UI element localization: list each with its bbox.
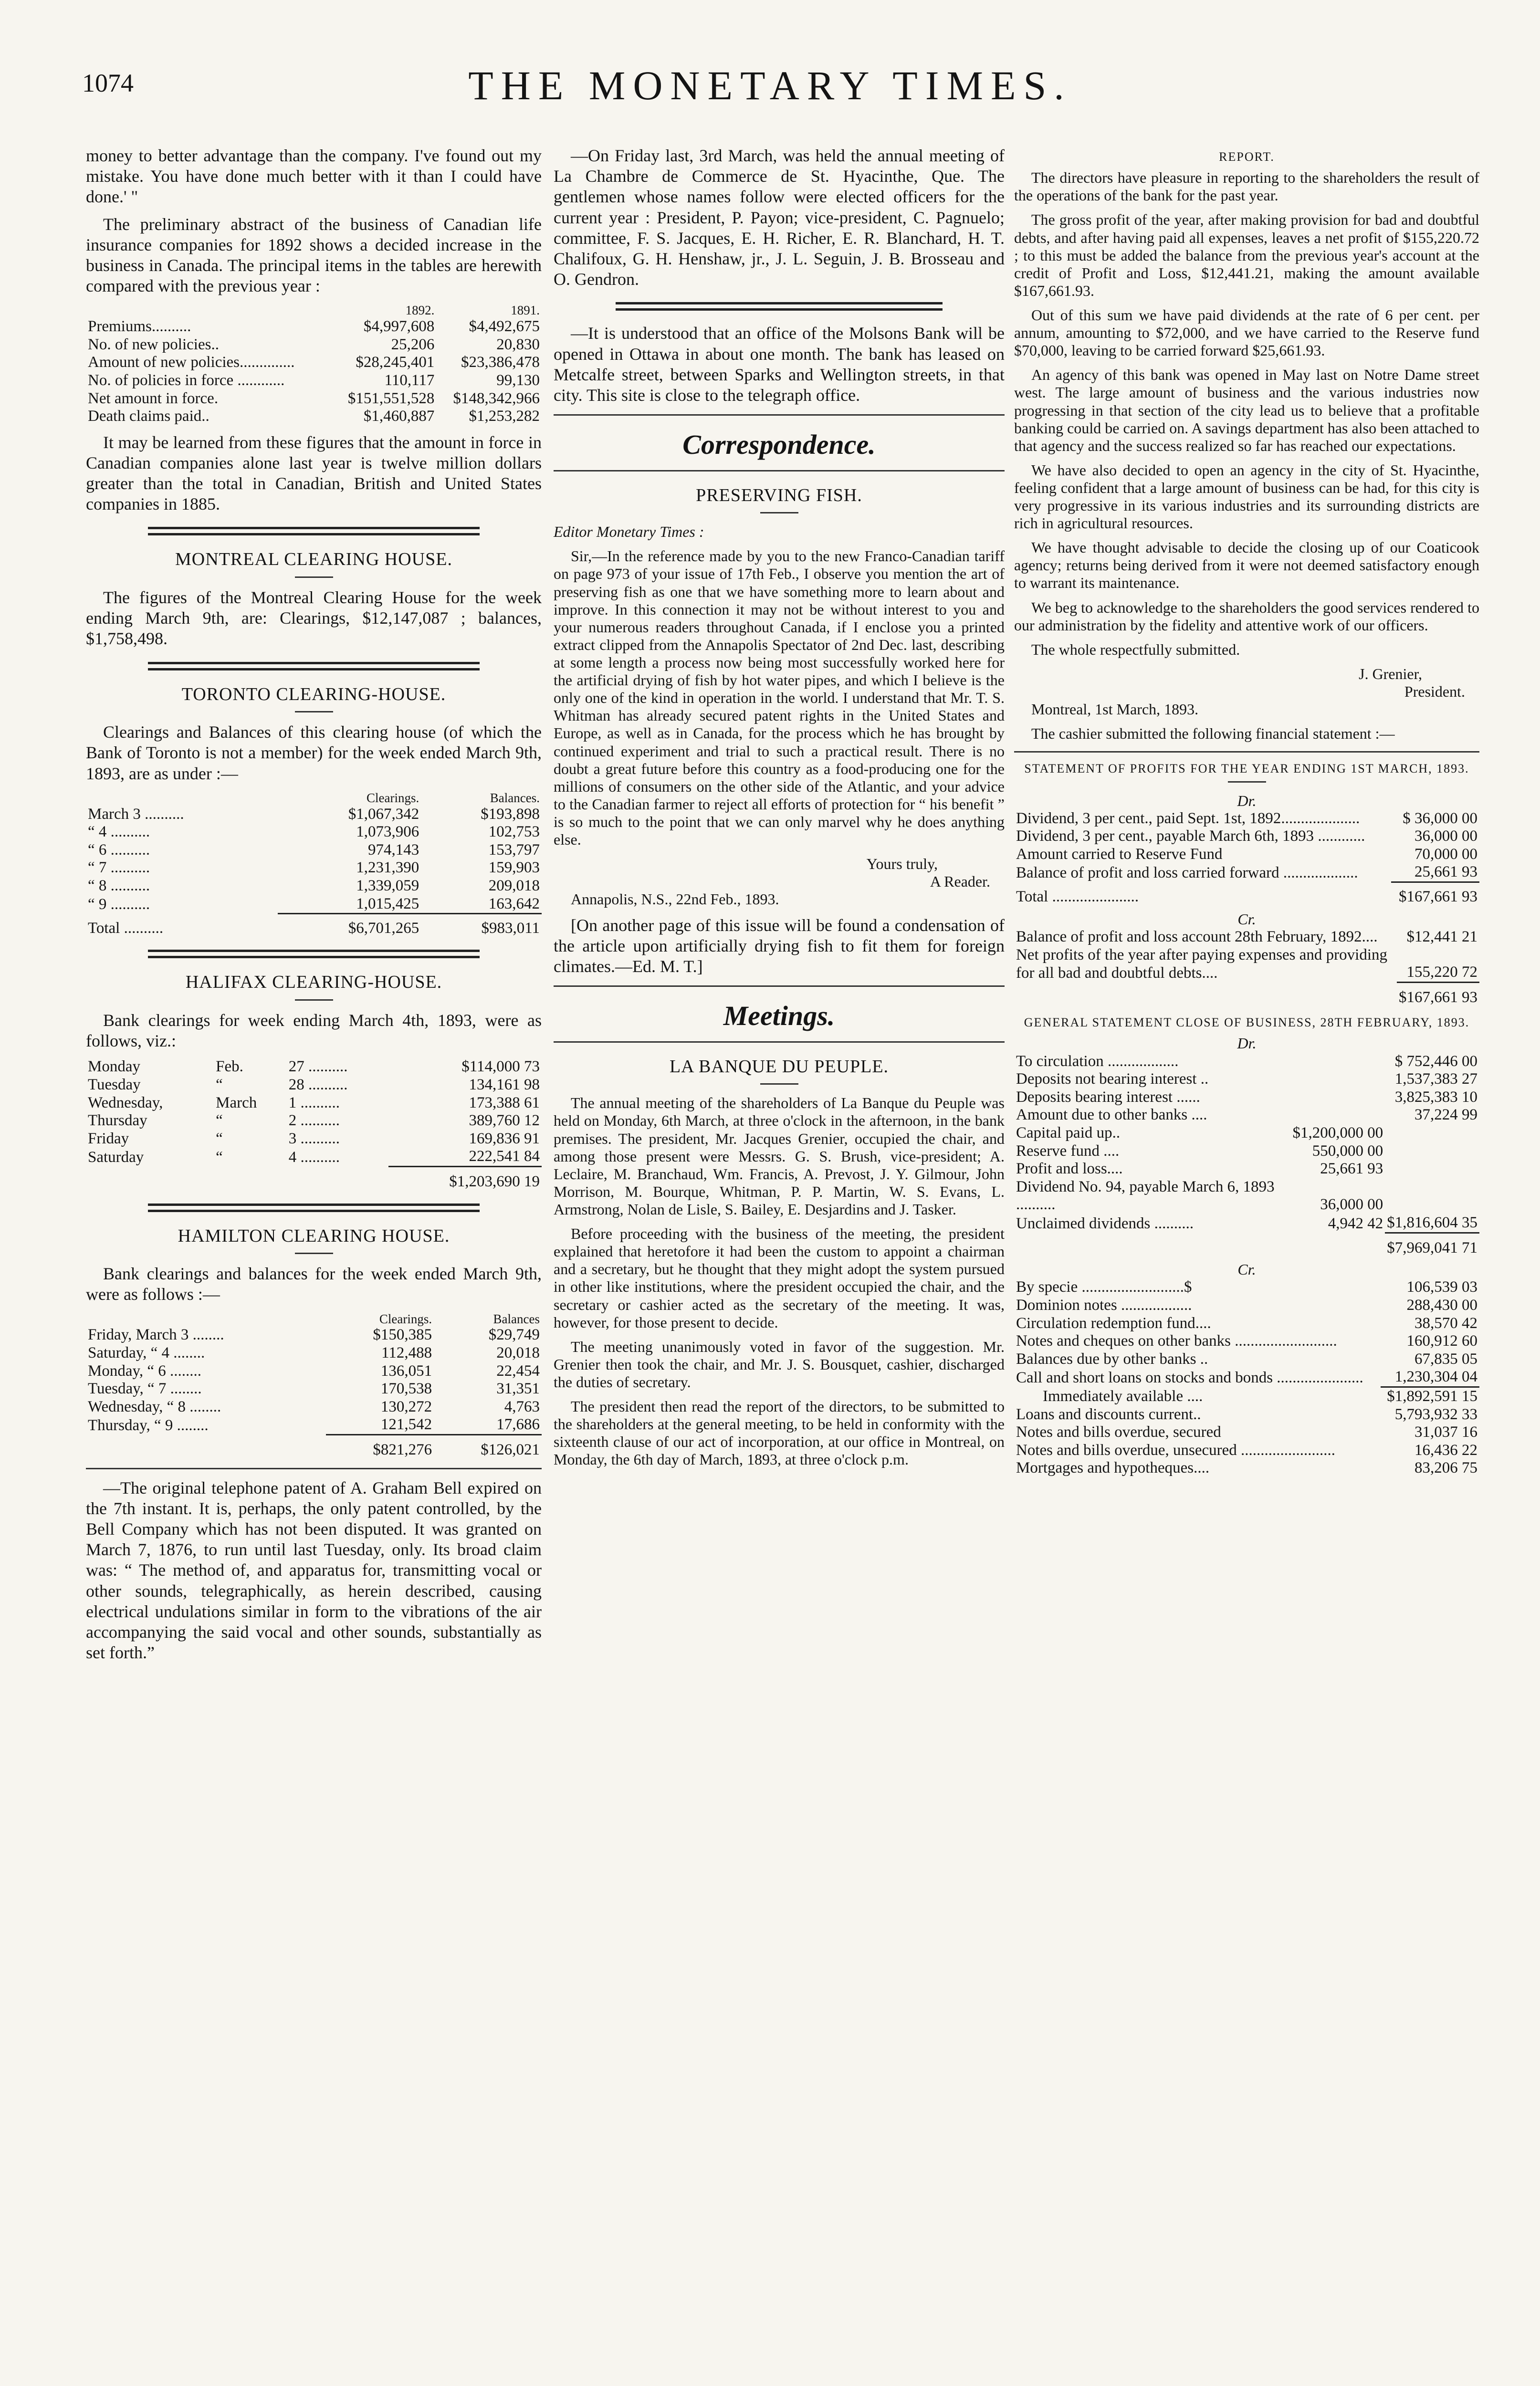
correspondence-heading: Correspondence. — [682, 429, 876, 460]
short-rule — [295, 1253, 333, 1254]
banque-paragraph: The president then read the report of the directors, to be submitted to the shareholders at the general meeting, to be held in conformity with the sixteenth clause of our act of incorporation, at our office in Montreal, on Monday, the 6th day of March, 1893, at three o'clock p.m. — [554, 1398, 1005, 1468]
report-paragraph: The directors have pleasure in reporting to the shareholders the result of the operations of the bank for the past year. — [1014, 169, 1479, 204]
insurance-abstract-paragraph: The preliminary abstract of the business of Canadian life insurance companies for 1892 shows a decided increase in the business in Canada. The principal items in the tables are herewith compared with the previous year : — [86, 214, 542, 296]
letter-closing: Yours truly, — [866, 855, 938, 873]
table-row: Amount carried to Reserve Fund 70,000 00 — [1016, 845, 1477, 863]
hyacinthe-paragraph: —On Friday last, 3rd March, was held the annual meeting of La Chambre de Commerce de St. Hyacinthe, Que. The gentlemen whose names follow were elected officers for the current year : President, P. Payon; vice-president, C. Pagnuelo; committee, F. S. Jacques, E. H. Richer, E. R. Blanchard, H. T. Chalifoux, G. H. Henshaw, jr., J. L. Seguin, J. B. Brosseau and O. Gendron. — [554, 146, 1005, 289]
table-row: “ 7 .......... 1,231,390 159,903 — [88, 859, 540, 877]
table-row: Net profits of the year after paying expenses and providing for all bad and doubtful debts.... 155,220 72 — [1016, 946, 1477, 982]
table-row: Tuesday “ 28 .......... 134,161 98 — [88, 1076, 540, 1093]
table-row: Friday, March 3 ........ $150,385 $29,749 — [88, 1326, 540, 1344]
table-row: Immediately available .... $1,892,591 15 — [1014, 1387, 1479, 1406]
table-row: Amount of new policies.............. $28,245,401 $23,386,478 — [88, 354, 540, 371]
section-divider — [616, 302, 943, 311]
letter-body: Sir,—In the reference made by you to the new Franco-Canadian tariff on page 973 of your issue of 17th Feb., I observe you mention the art of preserving fish as one that we have something more to learn about and improve. In this connection it may not be without interest to you and your numerous readers throughout Canada, if I enclose you a printed extract clipped from the Annapolis Spectator of 2nd Dec. last, describing at some length a process now being most successfully worked here for the artificial drying of fish by hot water pipes, and which I believe is the only one of the kind in operation in the world. I understand that Mr. T. S. Whitman has already secured patent rights in the United States and Europe, as well as in Canada, for the process which he has brought by continued experiment and trial to such a practical result. There is no doubt a great future before this country as a food-producing one for the millions of consumers on the other side of the Atlantic, and your advice to the Canadian farmer to reject all efforts of protection for “ his benefit ” is so much to the point that we can only marvel why he does anything else. — [554, 547, 1005, 848]
general-debit-table — [1014, 1053, 1479, 1257]
insurance-conclusion: It may be learned from these figures that the amount in force in Canadian companies alone last year is twelve million dollars greater than the total in Canadian, British and United States companies in 1885. — [86, 432, 542, 514]
table-row: Reserve fund .... 550,000 00 — [1016, 1142, 1383, 1160]
hamilton-table: Clearings. Balances Friday, March 3 ........ $150,385 $29,749 Saturday, “ 4 ........ 112,488 20,018 Monday, “ 6 ........ 136,051 22,454 Tuesday, “ 7 ........ 170,538 31,351 Wednesday, “ 8 ........ 130,272 4,763 Thursday, “ 9 ........ 121,542 17,686 $821,276 $126,021 — [86, 1312, 542, 1459]
short-rule — [295, 576, 333, 578]
report-paragraph: An agency of this bank was opened in May last on Notre Dame street west. The large amount of business and the various industries now progressing in that section of the city lead us to believe that a profitable banking could be carried on. A savings department has also been attached to that agency and the success realized so far has reached our expectations. — [1014, 366, 1479, 454]
table-row: By specie ..........................$ 106,539 03 — [1016, 1278, 1477, 1296]
table-row: Amount due to other banks .... 37,224 99 — [1016, 1106, 1477, 1124]
table-total-row: $7,969,041 71 — [1014, 1233, 1479, 1257]
report-paragraph: The whole respectfully submitted. — [1031, 640, 1240, 658]
bell-patent-paragraph: —The original telephone patent of A. Graham Bell expired on the 7th instant. It is, perhaps, the only patent controlled, by the Bell Company which has not been disputed. It was granted on March 7, 1876, to run until last Tuesday, only. Its broad claim was: “ The method of, and apparatus for, transmitting vocal or other sounds, telegraphically, as herein described, causing electrical undulations similar in form to the vibrations of the air accompanying the said vocal and other sounds, substantially as set forth.” — [86, 1478, 542, 1663]
report-paragraph: Out of this sum we have paid dividends at the rate of 6 per cent. per annum, amounting to $72,000, and we have carried to the Reserve fund $70,000, leaving to be carried forward $25,661.93. — [1014, 306, 1479, 359]
halifax-paragraph: Bank clearings for week ending March 4th, 1893, were as follows, viz.: — [86, 1010, 542, 1051]
table-row: Premiums.......... $4,997,608 $4,492,675 — [88, 318, 540, 335]
table-row: No. of policies in force ............ 110,117 99,130 — [88, 371, 540, 389]
short-rule — [1228, 781, 1266, 783]
section-divider — [148, 950, 480, 958]
report-date: Montreal, 1st March, 1893. — [1031, 701, 1199, 718]
column-right — [1014, 146, 1479, 1477]
halifax-table — [86, 1058, 542, 1191]
table-row: Dividend, 3 per cent., payable March 6th, 1893 ............ 36,000 00 — [1016, 827, 1477, 845]
table-row: Notes and cheques on other banks .......................... 160,912 60 — [1016, 1332, 1477, 1350]
montreal-heading: MONTREAL CLEARING HOUSE. — [175, 549, 452, 570]
report-paragraph: We beg to acknowledge to the shareholders the good services rendered to our administration by the fidelity and attentive work of our officers. — [1014, 598, 1479, 634]
table-row: Notes and bills overdue, secured 31,037 16 — [1016, 1423, 1477, 1441]
general-statement-heading: GENERAL STATEMENT CLOSE OF BUSINESS, 28TH FEBRUARY, 1893. — [1024, 1015, 1470, 1030]
table-row: Monday Feb. 27 .......... $114,000 73 — [88, 1058, 540, 1076]
table-row: March 3 .......... $1,067,342 $193,898 — [88, 805, 540, 823]
section-divider — [554, 414, 1005, 416]
table-row: Circulation redemption fund.... 38,570 42 — [1016, 1314, 1477, 1332]
table-row: Balance of profit and loss carried forward ................... 25,661 93 — [1016, 863, 1477, 881]
preserving-fish-heading: PRESERVING FISH. — [696, 485, 862, 505]
column-left — [86, 146, 542, 1670]
table-row: Loans and discounts current.. 5,793,932 33 — [1016, 1405, 1477, 1423]
meetings-heading: Meetings. — [723, 1000, 835, 1032]
banque-paragraph: Before proceeding with the business of the meeting, the president explained that heretofore it had been the custom to appoint a chairman and a secretary, but he thought that they might adopt the system pursued in other like institutions, where the president occupied the chair, and the secretary or cashier acted as the secretary of the meeting. It was, however, for those present to decide. — [554, 1225, 1005, 1331]
table-row: Capital paid up.. $1,200,000 00 — [1016, 1124, 1383, 1141]
table-row: “ 6 .......... 974,143 153,797 — [88, 841, 540, 858]
profit-debit-table — [1014, 810, 1479, 906]
table-row: Mortgages and hypotheques.... 83,206 75 — [1016, 1459, 1477, 1477]
section-divider — [554, 985, 1005, 987]
short-rule — [295, 999, 333, 1001]
table-row: Balances due by other banks .. 67,835 05 — [1016, 1350, 1477, 1368]
molsons-paragraph: —It is understood that an office of the Molsons Bank will be opened in Ottawa in about one month. The bank has leased on Metcalfe street, between Sparks and Wellington streets, in that city. This site is close to the telegraph office. — [554, 324, 1005, 405]
table-row: Net amount in force. $151,551,528 $148,342,966 — [88, 389, 540, 407]
insurance-intro: money to better advantage than the company. I've found out my mistake. You have done much better with it than I could have done.' " — [86, 146, 542, 207]
montreal-paragraph: The figures of the Montreal Clearing House for the week ending March 9th, are: Clearings, $12,147,087 ; balances, $1,758,498. — [86, 588, 542, 649]
letter-place-date: Annapolis, N.S., 22nd Feb., 1893. — [571, 890, 779, 908]
report-paragraph: The gross profit of the year, after making provision for bad and doubtful debts, and after having paid all expenses, leaves a net profit of $155,220.72 ; to this must be added the balance from the previous year's account at the credit of Profit and Loss, $12,441.21, making the amount available $167,661.93. — [1014, 211, 1479, 299]
section-divider — [148, 662, 480, 670]
table-row: No. of new policies.. 25,206 20,830 — [88, 335, 540, 353]
short-rule — [760, 1083, 798, 1085]
table-row: Deposits not bearing interest .. 1,537,383 27 — [1016, 1070, 1477, 1088]
table-row: Deposits bearing interest ...... 3,825,383 10 — [1016, 1088, 1477, 1106]
table-total-row: Total ...................... $167,661 93 — [1014, 882, 1479, 906]
table-row: “ 4 .......... 1,073,906 102,753 — [88, 823, 540, 841]
profit-statement-heading: STATEMENT OF PROFITS FOR THE YEAR ENDING 1ST MARCH, 1893. — [1024, 762, 1469, 776]
table-row: Dominion notes .................. 288,430 00 — [1016, 1296, 1477, 1314]
table-row: To circulation .................. $ 752,446 00 — [1016, 1052, 1477, 1070]
table-row: Profit and loss.... 25,661 93 — [1016, 1160, 1383, 1178]
signature-name: J. Grenier, — [1359, 665, 1422, 682]
credit-label: Cr. — [1237, 910, 1256, 928]
table-row: Friday “ 3 .......... 169,836 91 — [88, 1130, 540, 1147]
table-row: Balance of profit and loss account 28th February, 1892.... $12,441 21 — [1016, 928, 1477, 946]
insurance-table: 1892. 1891. Premiums.......... $4,997,608 $4,492,675 No. of new policies.. 25,206 20,830 Amount of new policies.............. $28,245,401 $23,386,478 No. of policies in force ............ 110,117 99,130 Net amount in force. $151,551,528 $148,342,966 Death claims paid.. $1,460,887 $1,253,282 — [86, 303, 542, 425]
table-row: Notes and bills overdue, unsecured ........................ 16,436 22 — [1016, 1441, 1477, 1459]
letter-signature: A Reader. — [930, 873, 990, 890]
page-number: 1074 — [82, 69, 134, 97]
table-row: Tuesday, “ 7 ........ 170,538 31,351 — [88, 1380, 540, 1398]
section-divider — [148, 527, 480, 535]
banque-paragraph: The annual meeting of the shareholders of La Banque du Peuple was held on Monday, 6th March, at three o'clock in the afternoon, in the bank premises. The president, Mr. Jacques Grenier, occupied the chair, and among those present were Messrs. G. S. Brush, vice-president; A. Leclaire, M. Branchaud, Wm. Francis, A. Prevost, J. Y. Gilmour, John Morrison, M. Bourque, Whitman, P. P. Martin, W. S. Evans, L. Armstrong, Nolan de Lisle, S. Bailey, E. Desjardins and J. Tasker. — [554, 1094, 1005, 1218]
table-row: Wednesday, “ 8 ........ 130,272 4,763 — [88, 1398, 540, 1415]
table-row: Dividend No. 94, payable March 6, 1893 .......... 36,000 00 — [1016, 1178, 1383, 1214]
table-row: Saturday, “ 4 ........ 112,488 20,018 — [88, 1344, 540, 1361]
table-row: Death claims paid.. $1,460,887 $1,253,282 — [88, 408, 540, 425]
table-row: Thursday, “ 9 ........ 121,542 17,686 — [88, 1416, 540, 1434]
table-row: “ 9 .......... 1,015,425 163,642 — [88, 895, 540, 913]
report-paragraph: We have also decided to open an agency in the city of St. Hyacinthe, feeling confident that a large amount of business can be had, for this city is very progressive in its various industries and its surrounding districts are rich in agricultural resources. — [1014, 461, 1479, 532]
report-paragraph: We have thought advisable to decide the closing up of our Coaticook agency; returns being derived from it were not deemed satisfactory enough to warrant its maintenance. — [1014, 539, 1479, 592]
table-row: Unclaimed dividends .......... 4,942 42 $1,816,604 35 — [1016, 1214, 1477, 1232]
debit-label: Dr. — [1237, 1035, 1257, 1052]
cashier-paragraph: The cashier submitted the following financial statement :— — [1031, 725, 1395, 743]
table-total-row: $167,661 93 — [1014, 982, 1479, 1006]
table-row: Dividend, 3 per cent., paid Sept. 1st, 1892.................... $ 36,000 00 — [1016, 809, 1477, 827]
table-total-row: Total .......... $6,701,265 $983,011 — [86, 914, 542, 938]
table-row: Saturday “ 4 .......... 222,541 84 — [88, 1148, 540, 1166]
profit-credit-table — [1014, 928, 1479, 1006]
section-divider — [148, 1203, 480, 1212]
table-row: Thursday “ 2 .......... 389,760 12 — [88, 1112, 540, 1130]
short-rule — [760, 512, 798, 513]
general-credit-table — [1014, 1278, 1479, 1477]
credit-label: Cr. — [1237, 1261, 1256, 1278]
table-row: Call and short loans on stocks and bonds ...................... 1,230,304 04 — [1016, 1368, 1477, 1386]
banque-heading: LA BANQUE DU PEUPLE. — [669, 1056, 889, 1077]
section-divider — [1014, 751, 1479, 753]
editor-note: [On another page of this issue will be found a condensation of the article upon artificially drying fish to fit them for foreign climates.—Ed. M. T.] — [554, 915, 1005, 976]
debit-label: Dr. — [1237, 792, 1257, 809]
editor-line: Editor Monetary Times : — [554, 523, 704, 541]
short-rule — [295, 711, 333, 712]
table-total-row: $1,203,690 19 — [86, 1166, 542, 1191]
masthead: THE MONETARY TIMES. — [468, 63, 1072, 108]
table-row: Wednesday, March 1 .......... 173,388 61 — [88, 1094, 540, 1111]
section-divider — [554, 1041, 1005, 1043]
halifax-heading: HALIFAX CLEARING-HOUSE. — [185, 972, 442, 993]
section-divider — [86, 1468, 542, 1469]
table-row: “ 8 .......... 1,339,059 209,018 — [88, 877, 540, 894]
toronto-heading: TORONTO CLEARING-HOUSE. — [181, 684, 446, 704]
signature-title: President. — [1404, 683, 1465, 701]
hamilton-paragraph: Bank clearings and balances for the week ended March 9th, were as follows :— — [86, 1264, 542, 1304]
banque-paragraph: The meeting unanimously voted in favor of the suggestion. Mr. Grenier then took the chair, and Mr. J. S. Bousquet, cashier, discharged the duties of secretary. — [554, 1338, 1005, 1391]
section-divider — [554, 470, 1005, 471]
column-middle — [554, 146, 1005, 1475]
hamilton-heading: HAMILTON CLEARING HOUSE. — [178, 1225, 450, 1246]
table-total-row: $821,276 $126,021 — [86, 1434, 542, 1459]
toronto-table: Clearings. Balances. March 3 .......... $1,067,342 $193,898 “ 4 .......... 1,073,906 102,753 “ 6 .......... 974,143 153,797 “ 7 .......... 1,231,390 159,903 “ 8 .......... 1,339,059 209,018 “ 9 .......... 1,015,425 163,642 Total .......... $6,701,265 $983,011 — [86, 791, 542, 938]
toronto-paragraph: Clearings and Balances of this clearing house (of which the Bank of Toronto is not a member) for the week ended March 9th, 1893, are as under :— — [86, 722, 542, 783]
table-row: Monday, “ 6 ........ 136,051 22,454 — [88, 1362, 540, 1380]
report-heading: REPORT. — [1219, 150, 1275, 164]
